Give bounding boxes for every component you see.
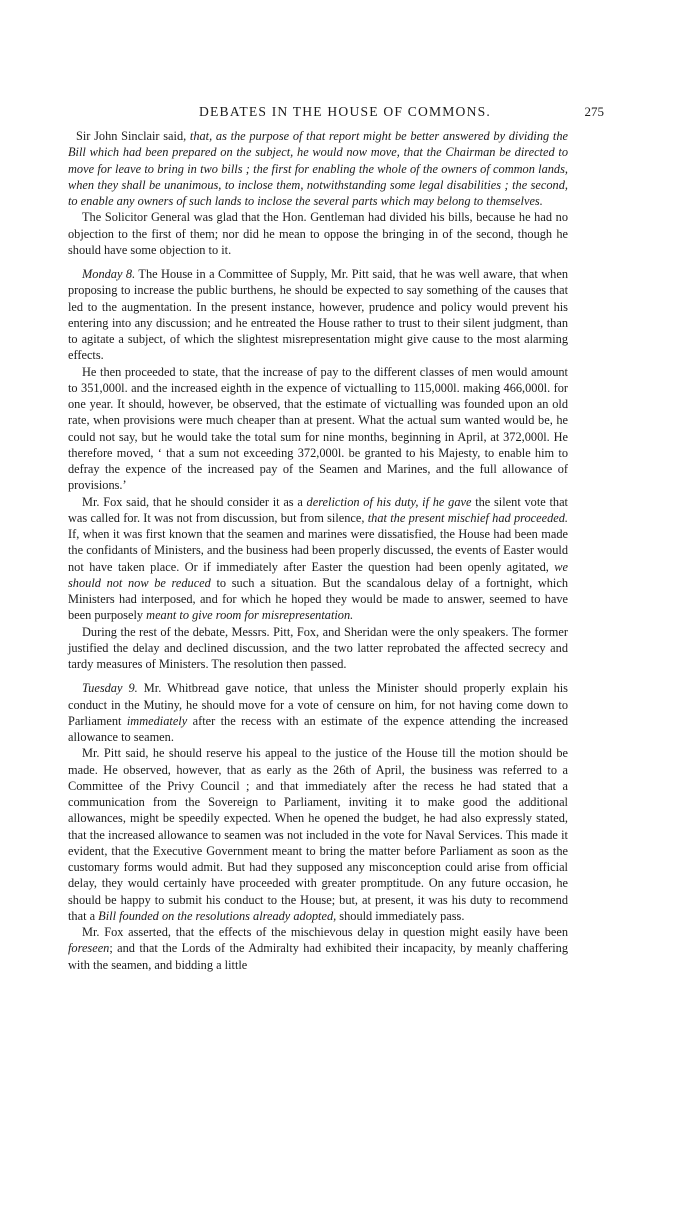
text-segment: Mr. Fox said, that he should consider it as a bbox=[82, 494, 307, 509]
text-segment: Sir John Sinclair said, bbox=[76, 129, 190, 143]
italic-text: dereliction of his duty, if he gave bbox=[306, 494, 472, 509]
paragraph-p5 bbox=[68, 494, 568, 624]
running-header bbox=[86, 104, 604, 124]
running-title: DEBATES IN THE HOUSE OF COMMONS. bbox=[199, 104, 491, 119]
italic-text: Bill founded on the resolutions already adopted, bbox=[98, 908, 337, 923]
text-segment: During the rest of the debate, Messrs. Pitt, Fox, and Sheridan were the only speakers. The former justified the delay and declined discussion, and the two latter reprobated the affected secrecy and tardy measures of Ministers. The resolution then passed. bbox=[68, 624, 568, 671]
paragraph-p2 bbox=[68, 209, 568, 258]
italic-text: Tuesday 9. bbox=[82, 681, 138, 696]
text-segment: ; and that the Lords of the Admiralty had exhibited their incapacity, by meanly chaffering with the seamen, and bidding a little bbox=[68, 941, 568, 972]
italic-text: that the present mischief had proceeded. bbox=[367, 510, 568, 525]
italic-text: Monday 8. bbox=[82, 267, 136, 281]
text-segment: The Solicitor General was glad that the Hon. Gentleman had divided his bills, because he had no objection to the first of them; nor did he mean to oppose the bringing in of the second, though he should have some objection to it. bbox=[68, 210, 568, 257]
paragraph-p6 bbox=[68, 624, 568, 673]
text-segment: to such a situation. But the scandalous delay of a fortnight, which Ministers had interposed, and for which he hoped they would be made to answer, seemed to have been purposely bbox=[68, 575, 569, 623]
text-segment: The House in a Committee of Supply, Mr. Pitt said, that he was well aware, that when proposing to increase the public burthens, he should be expected to say something of the causes that led to the augmentation. In the present instance, however, prudence and policy would prevent his entering into any discussion; and he entreated the House rather to trust to their silent judgment, than to agitate a subject, of which the slightest misrepresentation might give cause to the most alarming effects. bbox=[68, 267, 568, 363]
italic-text: we should not now be reduced bbox=[68, 559, 568, 590]
text-column bbox=[68, 128, 568, 973]
paragraph-p1 bbox=[68, 128, 568, 209]
text-segment: Mr. Pitt said, he should reserve his appeal to the justice of the House till the motion should be made. He observed, however, that as early as the 26th of April, the business was referred to a Committee of the Privy Council ; and that immediately after the recess he had stated that a communication from the Sovereign to Parliament, inviting it to make good the additional allowances, might be speedily expected. When he opened the budget, he had also expressly stated, that the increased allowance to seamen was not included in the vote for Naval Services. This made it evident, that the Executive Government meant to bring the matter before Parliament as soon as the customary forms would admit. But had they supposed any misconception could arise from official delay, they would certainly have proceeded with greater promptitude. On any future occasion, he should be happy to submit his conduct to the House; but, at present, it was his duty to recommend that a bbox=[68, 746, 568, 923]
text-segment: the silent vote that was called for. It was not from discussion, but from silence, bbox=[68, 494, 568, 525]
text-segment: should immediately pass. bbox=[336, 908, 465, 923]
italic-text: that, as the purpose of that report might be better answered by dividing the Bill which had been prepared on the subject, he would now move, that the Chairman be directed to move for leave to bring in two bills ; the first for enabling the whole of the owners of common lands, when they shall be unanimous, to inclose them, notwithstanding some legal disabilities ; the second, to enable any owners of such lands to inclose the several parts which may belong to themselves. bbox=[68, 129, 568, 208]
paragraph-p7 bbox=[68, 680, 568, 745]
paragraph-p4 bbox=[68, 364, 568, 494]
text-segment: after the recess with an estimate of the expence attending the increased allowance to seamen. bbox=[68, 713, 568, 744]
text-segment: If, when it was first known that the seamen and marines were dissatisfied, the House had been made the confidants of Ministers, and the business had been properly discussed, the events of Easter would not have taken place. Or if immediately after Easter the question had been openly agitated, bbox=[68, 527, 568, 574]
text-segment: Mr. Fox asserted, that the effects of the mischievous delay in question might easily have been bbox=[82, 925, 568, 939]
italic-text: meant to give room for misrepresentation. bbox=[146, 608, 354, 623]
italic-text: immediately bbox=[126, 713, 188, 728]
text-segment: He then proceeded to state, that the increase of pay to the different classes of men would amount to 351,000l. and the increased eighth in the expence of victualling to 115,000l. making 466,000l. for one year. It should, however, be observed, that the estimate of victualling was founded upon an old rate, when provisions were much cheaper than at present. What the actual sum wanted would be, he could not say, but he would take the total sum for nine months, beginning in April, at 372,000l. He therefore moved, ‘ that a sum not exceeding 372,000l. be granted to his Majesty, to enable him to defray the expence of the increased pay of the Seamen and Marines, and the full allowance of provisions.’ bbox=[68, 364, 568, 493]
text-segment: Mr. Whitbread gave notice, that unless the Minister should properly explain his conduct in the Mutiny, he should move for a vote of censure on him, for not having come down to Parliament bbox=[68, 681, 568, 728]
paragraph-p9 bbox=[68, 924, 568, 973]
italic-text: foreseen bbox=[68, 941, 110, 956]
paragraph-p8 bbox=[68, 745, 568, 924]
page-number: 275 bbox=[584, 104, 604, 119]
paragraph-p3 bbox=[68, 266, 568, 364]
